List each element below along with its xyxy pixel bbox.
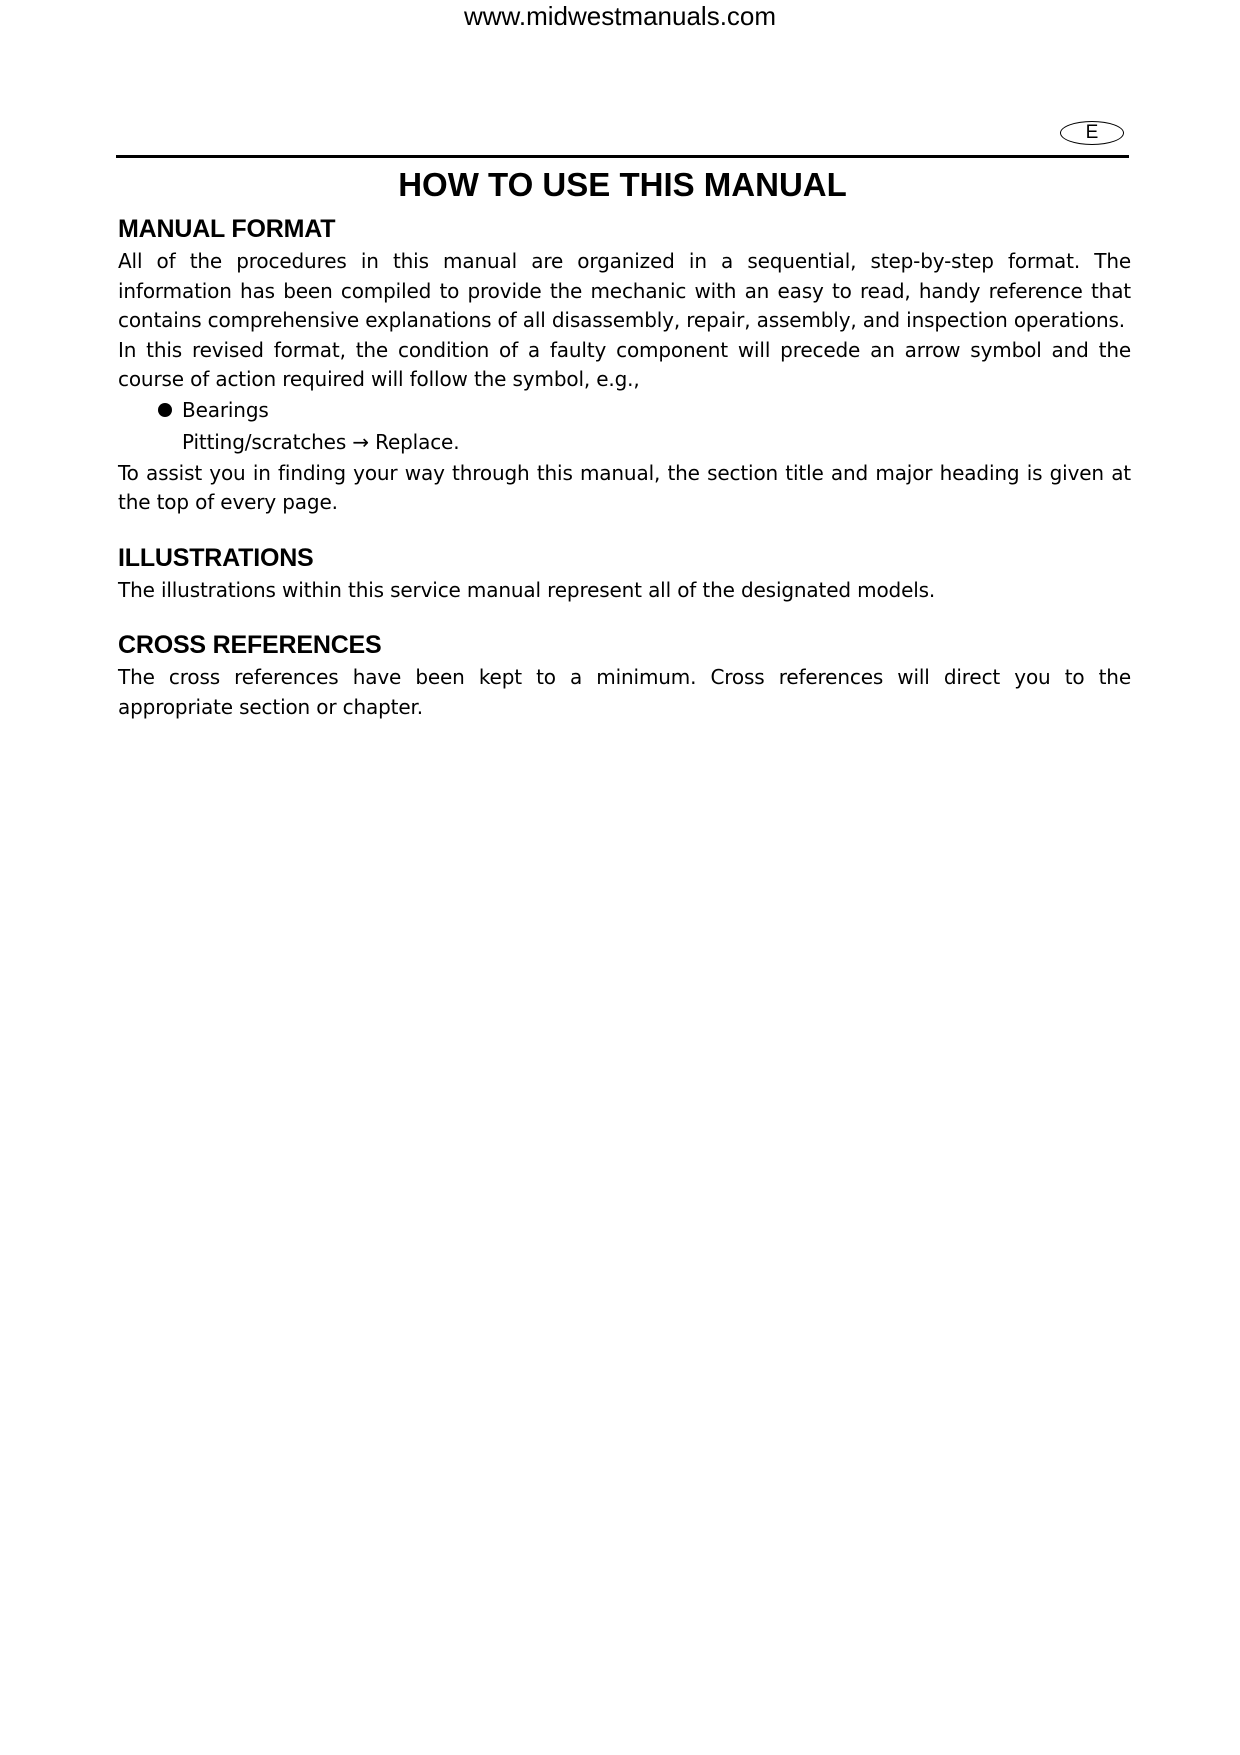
example-item: Bearings	[182, 397, 269, 422]
manual-format-paragraph-3: To assist you in finding your way through this manual, the section title and major heading is given at the top of every page.	[118, 460, 1131, 514]
section-illustrations	[118, 542, 1131, 606]
header-rule	[116, 155, 1129, 158]
section-heading-cross-references: CROSS REFERENCES	[118, 631, 382, 659]
section-cross-references	[118, 629, 1131, 722]
manual-format-paragraph-1: All of the procedures in this manual are organized in a sequential, step-by-step format. The information has been compiled to provide the mechanic with an easy to read, handy reference that contains comprehensive explanations of all disassembly, repair, assembly, and inspection operations.	[118, 249, 1131, 332]
example-item-row	[158, 395, 1131, 425]
section-heading-illustrations: ILLUSTRATIONS	[118, 543, 314, 572]
bullet-icon	[158, 403, 172, 417]
section-spacer	[118, 605, 1131, 629]
cross-references-paragraph: The cross references have been kept to a minimum. Cross references will direct you to the appropriate section or chapter.	[118, 665, 1131, 719]
page-title: HOW TO USE THIS MANUAL	[398, 166, 847, 203]
page-content	[118, 213, 1131, 722]
section-spacer	[118, 518, 1131, 542]
watermark-url: www.midwestmanuals.com	[463, 1, 777, 31]
example-list	[118, 395, 1131, 457]
example-action: Pitting/scratches → Replace.	[182, 429, 460, 454]
illustrations-paragraph: The illustrations within this service manual represent all of the designated models.	[118, 577, 936, 602]
manual-format-paragraph-2: In this revised format, the condition of a faulty component will precede an arrow symbol and the course of action required will follow the symbol, e.g.,	[118, 337, 1131, 391]
language-badge: E	[1060, 121, 1124, 145]
section-manual-format	[118, 213, 1131, 518]
section-heading-manual-format: MANUAL FORMAT	[118, 215, 336, 243]
